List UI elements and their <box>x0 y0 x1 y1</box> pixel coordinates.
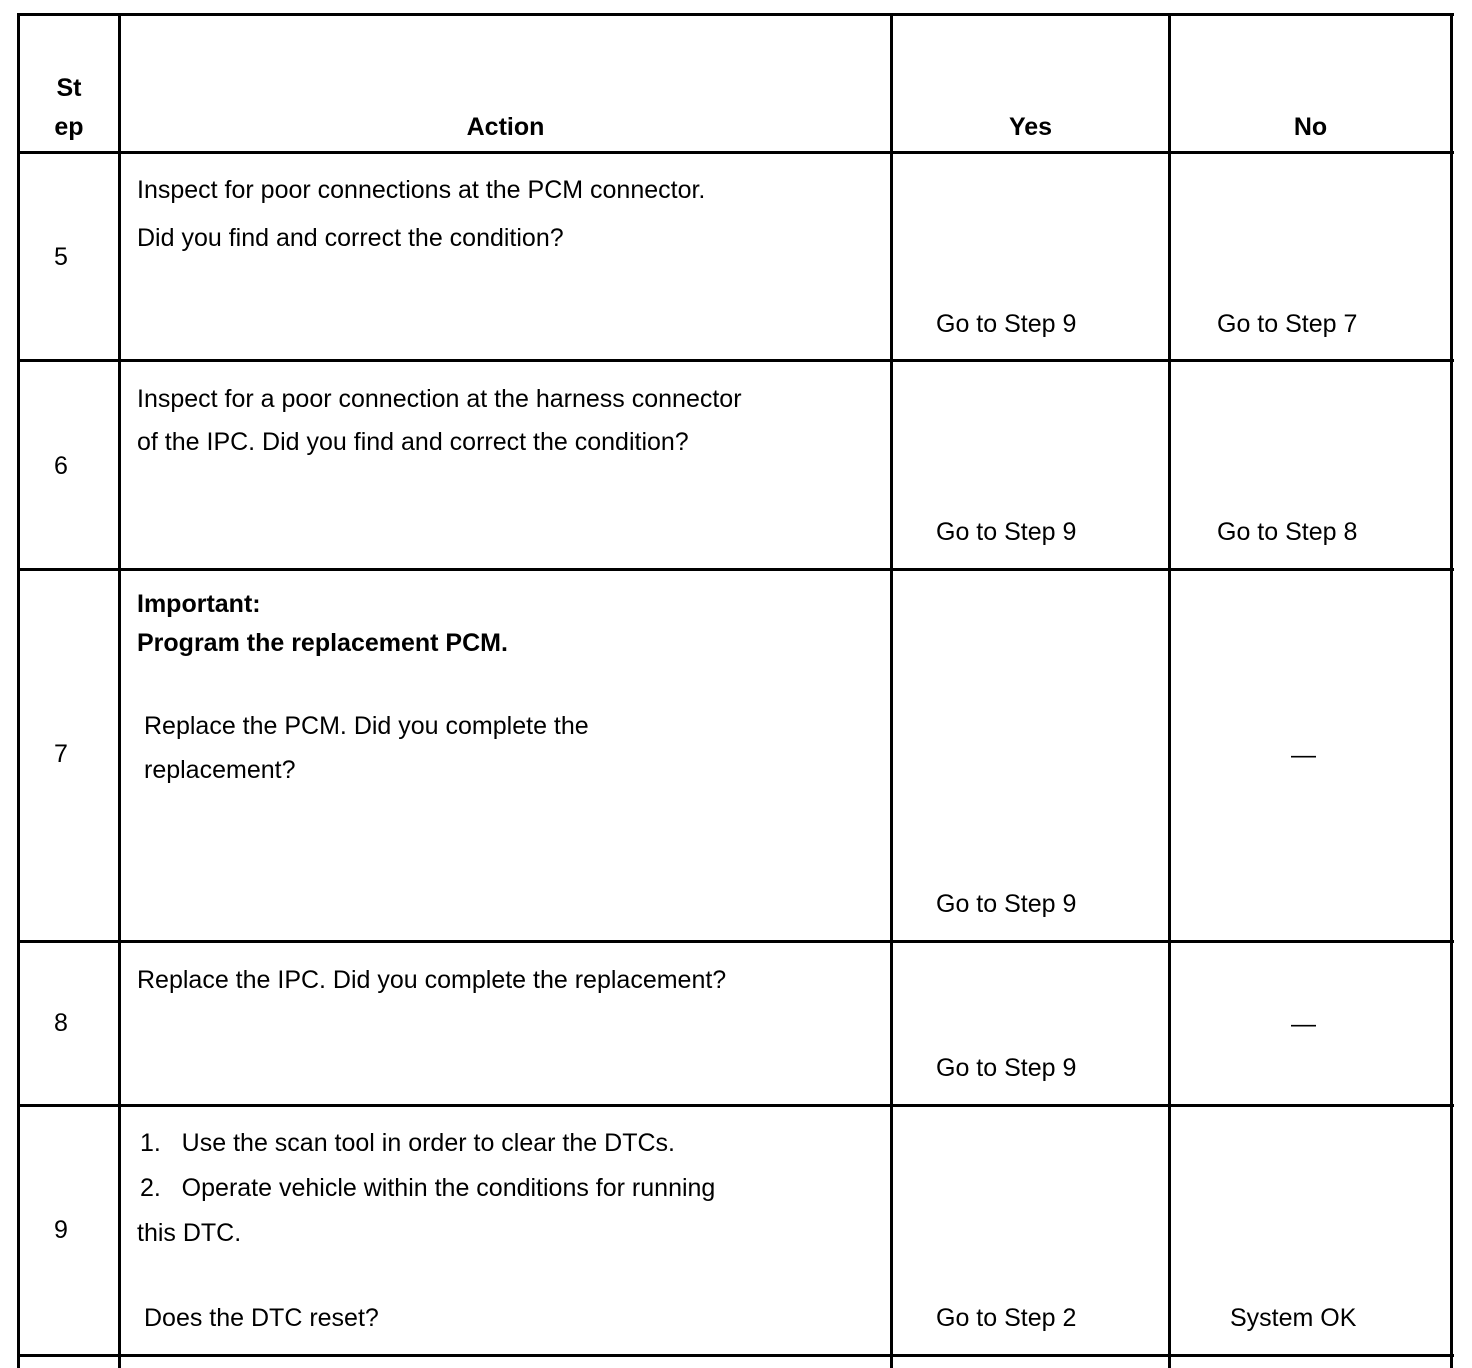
table-border-top <box>17 13 1454 16</box>
row-divider <box>17 1104 1454 1107</box>
no-result: — <box>1291 1010 1316 1038</box>
no-result: System OK <box>1230 1304 1357 1332</box>
action-text: Inspect for poor connections at the PCM connector. <box>137 176 706 204</box>
action-text: Replace the IPC. Did you complete the replacement? <box>137 966 727 994</box>
header-no: No <box>1293 113 1328 141</box>
row-divider <box>17 359 1454 362</box>
action-text: Did you find and correct the condition? <box>137 224 564 252</box>
yes-result: Go to Step 9 <box>936 518 1077 546</box>
row-divider <box>17 568 1454 571</box>
header-step-line1: St <box>56 74 82 102</box>
column-divider <box>1168 13 1171 1368</box>
no-result: Go to Step 7 <box>1217 310 1358 338</box>
no-result: — <box>1291 741 1316 769</box>
yes-result: Go to Step 9 <box>936 1054 1077 1082</box>
no-result: Go to Step 8 <box>1217 518 1358 546</box>
column-divider <box>890 13 893 1368</box>
header-divider <box>17 151 1454 154</box>
yes-result: Go to Step 2 <box>936 1304 1077 1332</box>
important-text: Program the replacement PCM. <box>137 629 508 657</box>
table-border-right <box>1450 13 1453 1368</box>
action-text: Does the DTC reset? <box>144 1304 379 1332</box>
header-yes: Yes <box>1008 113 1053 141</box>
action-text: of the IPC. Did you find and correct the condition? <box>137 428 689 456</box>
row-divider <box>17 1354 1454 1357</box>
action-list-item: 1. Use the scan tool in order to clear the DTCs. <box>140 1129 675 1157</box>
step-number: 8 <box>54 1009 68 1037</box>
row-divider <box>17 940 1454 943</box>
action-list-item: 2. Operate vehicle within the conditions for running <box>140 1174 716 1202</box>
header-step-line2: ep <box>54 113 84 141</box>
action-text: replacement? <box>144 756 296 784</box>
important-label: Important: <box>137 590 261 618</box>
step-number: 6 <box>54 452 68 480</box>
table-border-left <box>17 13 20 1368</box>
yes-result: Go to Step 9 <box>936 890 1077 918</box>
action-text: this DTC. <box>137 1219 242 1247</box>
header-action: Action <box>466 113 545 141</box>
step-number: 5 <box>54 243 68 271</box>
column-divider <box>118 13 121 1368</box>
yes-result: Go to Step 9 <box>936 310 1077 338</box>
action-text: Inspect for a poor connection at the harness connector <box>137 385 742 413</box>
step-number: 9 <box>54 1216 68 1244</box>
action-text: Replace the PCM. Did you complete the <box>144 712 589 740</box>
step-number: 7 <box>54 740 68 768</box>
